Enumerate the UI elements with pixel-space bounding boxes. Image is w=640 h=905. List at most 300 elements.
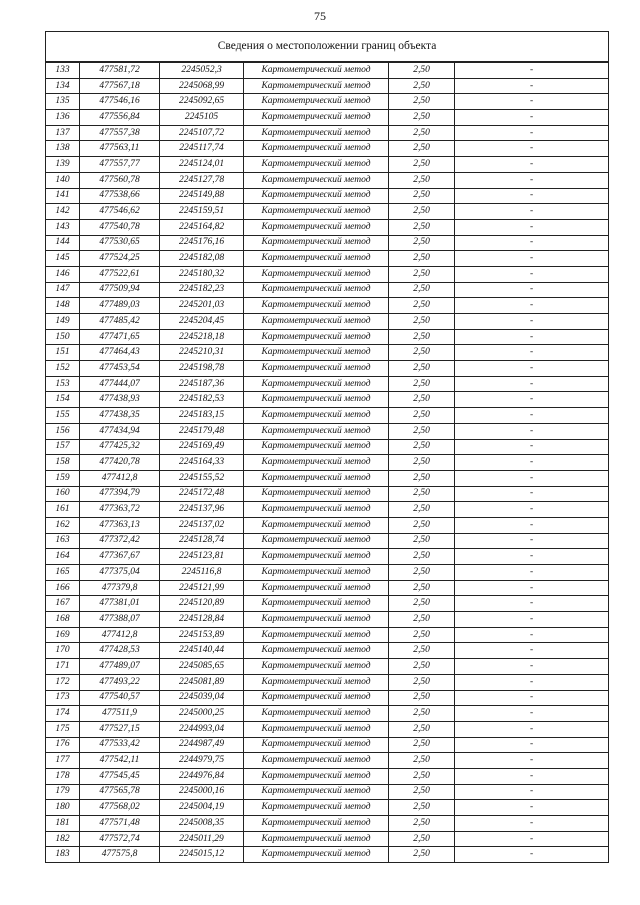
note-cell: - (455, 737, 609, 753)
accuracy-cell: 2,50 (389, 345, 455, 361)
x-coordinate-cell: 477363,72 (80, 502, 160, 518)
table-row (46, 753, 609, 769)
x-coordinate-cell: 477412,8 (80, 627, 160, 643)
x-coordinate-cell: 477379,8 (80, 580, 160, 596)
table-row (46, 737, 609, 753)
note-cell: - (455, 251, 609, 267)
x-coordinate-cell: 477485,42 (80, 314, 160, 330)
y-coordinate-cell: 2245004,19 (160, 800, 244, 816)
method-cell: Картометрический метод (244, 580, 389, 596)
y-coordinate-cell: 2245187,36 (160, 376, 244, 392)
method-cell: Картометрический метод (244, 455, 389, 471)
point-number-cell: 175 (46, 721, 80, 737)
y-coordinate-cell: 2245085,65 (160, 659, 244, 675)
method-cell: Картометрический метод (244, 486, 389, 502)
note-cell: - (455, 329, 609, 345)
table-row (46, 345, 609, 361)
x-coordinate-cell: 477560,78 (80, 172, 160, 188)
accuracy-cell: 2,50 (389, 486, 455, 502)
note-cell: - (455, 627, 609, 643)
accuracy-cell: 2,50 (389, 502, 455, 518)
note-cell: - (455, 847, 609, 863)
point-number-cell: 174 (46, 706, 80, 722)
y-coordinate-cell: 2244987,49 (160, 737, 244, 753)
method-cell: Картометрический метод (244, 172, 389, 188)
x-coordinate-cell: 477367,67 (80, 549, 160, 565)
accuracy-cell: 2,50 (389, 361, 455, 377)
method-cell: Картометрический метод (244, 282, 389, 298)
table-row (46, 78, 609, 94)
x-coordinate-cell: 477420,78 (80, 455, 160, 471)
method-cell: Картометрический метод (244, 768, 389, 784)
note-cell: - (455, 643, 609, 659)
point-number-cell: 141 (46, 188, 80, 204)
y-coordinate-cell: 2245015,12 (160, 847, 244, 863)
table-row (46, 266, 609, 282)
x-coordinate-cell: 477425,32 (80, 439, 160, 455)
y-coordinate-cell: 2245204,45 (160, 314, 244, 330)
note-cell: - (455, 439, 609, 455)
table-row (46, 219, 609, 235)
y-coordinate-cell: 2245140,44 (160, 643, 244, 659)
table-row (46, 157, 609, 173)
accuracy-cell: 2,50 (389, 612, 455, 628)
accuracy-cell: 2,50 (389, 753, 455, 769)
point-number-cell: 165 (46, 565, 80, 581)
point-number-cell: 138 (46, 141, 80, 157)
accuracy-cell: 2,50 (389, 94, 455, 110)
y-coordinate-cell: 2245172,48 (160, 486, 244, 502)
table-row (46, 204, 609, 220)
note-cell: - (455, 784, 609, 800)
point-number-cell: 134 (46, 78, 80, 94)
note-cell: - (455, 831, 609, 847)
accuracy-cell: 2,50 (389, 282, 455, 298)
accuracy-cell: 2,50 (389, 690, 455, 706)
method-cell: Картометрический метод (244, 517, 389, 533)
point-number-cell: 159 (46, 470, 80, 486)
note-cell: - (455, 157, 609, 173)
accuracy-cell: 2,50 (389, 110, 455, 126)
note-cell: - (455, 721, 609, 737)
x-coordinate-cell: 477533,42 (80, 737, 160, 753)
method-cell: Картометрический метод (244, 784, 389, 800)
y-coordinate-cell: 2245123,81 (160, 549, 244, 565)
accuracy-cell: 2,50 (389, 408, 455, 424)
x-coordinate-cell: 477412,8 (80, 470, 160, 486)
note-cell: - (455, 314, 609, 330)
x-coordinate-cell: 477381,01 (80, 596, 160, 612)
table-row (46, 627, 609, 643)
note-cell: - (455, 690, 609, 706)
x-coordinate-cell: 477522,61 (80, 266, 160, 282)
point-number-cell: 171 (46, 659, 80, 675)
y-coordinate-cell: 2245169,49 (160, 439, 244, 455)
table-row (46, 549, 609, 565)
accuracy-cell: 2,50 (389, 706, 455, 722)
table-row (46, 94, 609, 110)
point-number-cell: 136 (46, 110, 80, 126)
note-cell: - (455, 282, 609, 298)
note-cell: - (455, 204, 609, 220)
point-number-cell: 166 (46, 580, 80, 596)
method-cell: Картометрический метод (244, 94, 389, 110)
note-cell: - (455, 549, 609, 565)
point-number-cell: 153 (46, 376, 80, 392)
table-row (46, 565, 609, 581)
method-cell: Картометрический метод (244, 376, 389, 392)
point-number-cell: 135 (46, 94, 80, 110)
method-cell: Картометрический метод (244, 188, 389, 204)
x-coordinate-cell: 477434,94 (80, 423, 160, 439)
method-cell: Картометрический метод (244, 204, 389, 220)
note-cell: - (455, 408, 609, 424)
method-cell: Картометрический метод (244, 392, 389, 408)
y-coordinate-cell: 2245155,52 (160, 470, 244, 486)
table-row (46, 392, 609, 408)
note-cell: - (455, 486, 609, 502)
note-cell: - (455, 188, 609, 204)
method-cell: Картометрический метод (244, 345, 389, 361)
point-number-cell: 169 (46, 627, 80, 643)
method-cell: Картометрический метод (244, 800, 389, 816)
note-cell: - (455, 78, 609, 94)
x-coordinate-cell: 477568,02 (80, 800, 160, 816)
x-coordinate-cell: 477372,42 (80, 533, 160, 549)
note-cell: - (455, 392, 609, 408)
x-coordinate-cell: 477563,11 (80, 141, 160, 157)
x-coordinate-cell: 477527,15 (80, 721, 160, 737)
table-row (46, 800, 609, 816)
accuracy-cell: 2,50 (389, 847, 455, 863)
x-coordinate-cell: 477556,84 (80, 110, 160, 126)
y-coordinate-cell: 2245149,88 (160, 188, 244, 204)
x-coordinate-cell: 477542,11 (80, 753, 160, 769)
y-coordinate-cell: 2245121,99 (160, 580, 244, 596)
method-cell: Картометрический метод (244, 423, 389, 439)
method-cell: Картометрический метод (244, 643, 389, 659)
note-cell: - (455, 345, 609, 361)
x-coordinate-cell: 477464,43 (80, 345, 160, 361)
y-coordinate-cell: 2245164,33 (160, 455, 244, 471)
point-number-cell: 139 (46, 157, 80, 173)
x-coordinate-cell: 477546,62 (80, 204, 160, 220)
point-number-cell: 170 (46, 643, 80, 659)
accuracy-cell: 2,50 (389, 62, 455, 78)
table-row (46, 329, 609, 345)
method-cell: Картометрический метод (244, 596, 389, 612)
note-cell: - (455, 298, 609, 314)
note-cell: - (455, 565, 609, 581)
y-coordinate-cell: 2245000,16 (160, 784, 244, 800)
method-cell: Картометрический метод (244, 314, 389, 330)
accuracy-cell: 2,50 (389, 800, 455, 816)
method-cell: Картометрический метод (244, 329, 389, 345)
x-coordinate-cell: 477581,72 (80, 62, 160, 78)
method-cell: Картометрический метод (244, 141, 389, 157)
accuracy-cell: 2,50 (389, 565, 455, 581)
x-coordinate-cell: 477363,13 (80, 517, 160, 533)
point-number-cell: 140 (46, 172, 80, 188)
accuracy-cell: 2,50 (389, 643, 455, 659)
table-row (46, 721, 609, 737)
point-number-cell: 168 (46, 612, 80, 628)
accuracy-cell: 2,50 (389, 470, 455, 486)
accuracy-cell: 2,50 (389, 204, 455, 220)
table-row (46, 768, 609, 784)
x-coordinate-cell: 477444,07 (80, 376, 160, 392)
method-cell: Картометрический метод (244, 533, 389, 549)
point-number-cell: 172 (46, 674, 80, 690)
note-cell: - (455, 219, 609, 235)
note-cell: - (455, 533, 609, 549)
y-coordinate-cell: 2244976,84 (160, 768, 244, 784)
table-row (46, 172, 609, 188)
y-coordinate-cell: 2245164,82 (160, 219, 244, 235)
x-coordinate-cell: 477567,18 (80, 78, 160, 94)
y-coordinate-cell: 2245179,48 (160, 423, 244, 439)
y-coordinate-cell: 2245182,08 (160, 251, 244, 267)
accuracy-cell: 2,50 (389, 251, 455, 267)
x-coordinate-cell: 477489,07 (80, 659, 160, 675)
method-cell: Картометрический метод (244, 110, 389, 126)
method-cell: Картометрический метод (244, 470, 389, 486)
method-cell: Картометрический метод (244, 219, 389, 235)
point-number-cell: 160 (46, 486, 80, 502)
method-cell: Картометрический метод (244, 847, 389, 863)
note-cell: - (455, 674, 609, 690)
method-cell: Картометрический метод (244, 439, 389, 455)
y-coordinate-cell: 2245039,04 (160, 690, 244, 706)
accuracy-cell: 2,50 (389, 517, 455, 533)
y-coordinate-cell: 2245182,23 (160, 282, 244, 298)
y-coordinate-cell: 2245124,01 (160, 157, 244, 173)
y-coordinate-cell: 2245008,35 (160, 816, 244, 832)
x-coordinate-cell: 477438,35 (80, 408, 160, 424)
accuracy-cell: 2,50 (389, 329, 455, 345)
accuracy-cell: 2,50 (389, 831, 455, 847)
point-number-cell: 142 (46, 204, 80, 220)
accuracy-cell: 2,50 (389, 549, 455, 565)
accuracy-cell: 2,50 (389, 219, 455, 235)
x-coordinate-cell: 477565,78 (80, 784, 160, 800)
table-row (46, 423, 609, 439)
accuracy-cell: 2,50 (389, 157, 455, 173)
page-number: 75 (314, 9, 326, 23)
method-cell: Картометрический метод (244, 612, 389, 628)
accuracy-cell: 2,50 (389, 78, 455, 94)
method-cell: Картометрический метод (244, 157, 389, 173)
method-cell: Картометрический метод (244, 125, 389, 141)
method-cell: Картометрический метод (244, 721, 389, 737)
table-row (46, 235, 609, 251)
accuracy-cell: 2,50 (389, 266, 455, 282)
y-coordinate-cell: 2245116,8 (160, 565, 244, 581)
point-number-cell: 181 (46, 816, 80, 832)
y-coordinate-cell: 2245153,89 (160, 627, 244, 643)
table-row (46, 674, 609, 690)
y-coordinate-cell: 2245128,74 (160, 533, 244, 549)
point-number-cell: 176 (46, 737, 80, 753)
x-coordinate-cell: 477540,57 (80, 690, 160, 706)
point-number-cell: 156 (46, 423, 80, 439)
x-coordinate-cell: 477575,8 (80, 847, 160, 863)
table-row (46, 502, 609, 518)
x-coordinate-cell: 477546,16 (80, 94, 160, 110)
table-row (46, 580, 609, 596)
table-row (46, 188, 609, 204)
point-number-cell: 183 (46, 847, 80, 863)
accuracy-cell: 2,50 (389, 172, 455, 188)
x-coordinate-cell: 477557,38 (80, 125, 160, 141)
table-row (46, 816, 609, 832)
x-coordinate-cell: 477540,78 (80, 219, 160, 235)
accuracy-cell: 2,50 (389, 737, 455, 753)
note-cell: - (455, 612, 609, 628)
note-cell: - (455, 141, 609, 157)
method-cell: Картометрический метод (244, 565, 389, 581)
table-title: Сведения о местоположении границ объекта (46, 32, 609, 63)
table-row (46, 251, 609, 267)
accuracy-cell: 2,50 (389, 784, 455, 800)
note-cell: - (455, 235, 609, 251)
x-coordinate-cell: 477545,45 (80, 768, 160, 784)
y-coordinate-cell: 2245218,18 (160, 329, 244, 345)
accuracy-cell: 2,50 (389, 659, 455, 675)
method-cell: Картометрический метод (244, 674, 389, 690)
method-cell: Картометрический метод (244, 62, 389, 78)
y-coordinate-cell: 2245117,74 (160, 141, 244, 157)
point-number-cell: 178 (46, 768, 80, 784)
y-coordinate-cell: 2245137,02 (160, 517, 244, 533)
point-number-cell: 149 (46, 314, 80, 330)
note-cell: - (455, 172, 609, 188)
y-coordinate-cell: 2245081,89 (160, 674, 244, 690)
x-coordinate-cell: 477453,54 (80, 361, 160, 377)
method-cell: Картометрический метод (244, 690, 389, 706)
y-coordinate-cell: 2244993,04 (160, 721, 244, 737)
table-row (46, 298, 609, 314)
x-coordinate-cell: 477572,74 (80, 831, 160, 847)
note-cell: - (455, 502, 609, 518)
point-number-cell: 155 (46, 408, 80, 424)
boundary-coordinates-table (45, 31, 609, 863)
accuracy-cell: 2,50 (389, 627, 455, 643)
y-coordinate-cell: 2245159,51 (160, 204, 244, 220)
point-number-cell: 145 (46, 251, 80, 267)
table-row (46, 282, 609, 298)
x-coordinate-cell: 477538,66 (80, 188, 160, 204)
accuracy-cell: 2,50 (389, 188, 455, 204)
point-number-cell: 147 (46, 282, 80, 298)
accuracy-cell: 2,50 (389, 721, 455, 737)
method-cell: Картометрический метод (244, 266, 389, 282)
method-cell: Картометрический метод (244, 706, 389, 722)
x-coordinate-cell: 477394,79 (80, 486, 160, 502)
point-number-cell: 182 (46, 831, 80, 847)
y-coordinate-cell: 2245210,31 (160, 345, 244, 361)
point-number-cell: 180 (46, 800, 80, 816)
accuracy-cell: 2,50 (389, 141, 455, 157)
x-coordinate-cell: 477557,77 (80, 157, 160, 173)
table-row (46, 643, 609, 659)
y-coordinate-cell: 2245092,65 (160, 94, 244, 110)
y-coordinate-cell: 2245176,16 (160, 235, 244, 251)
note-cell: - (455, 580, 609, 596)
point-number-cell: 157 (46, 439, 80, 455)
point-number-cell: 158 (46, 455, 80, 471)
table-row (46, 110, 609, 126)
table-row (46, 847, 609, 863)
table-row (46, 439, 609, 455)
table-row (46, 141, 609, 157)
y-coordinate-cell: 2245011,29 (160, 831, 244, 847)
x-coordinate-cell: 477530,65 (80, 235, 160, 251)
note-cell: - (455, 816, 609, 832)
accuracy-cell: 2,50 (389, 376, 455, 392)
method-cell: Картометрический метод (244, 627, 389, 643)
point-number-cell: 148 (46, 298, 80, 314)
point-number-cell: 143 (46, 219, 80, 235)
accuracy-cell: 2,50 (389, 298, 455, 314)
table-row (46, 784, 609, 800)
point-number-cell: 177 (46, 753, 80, 769)
point-number-cell: 163 (46, 533, 80, 549)
note-cell: - (455, 596, 609, 612)
x-coordinate-cell: 477471,65 (80, 329, 160, 345)
y-coordinate-cell: 2245068,99 (160, 78, 244, 94)
method-cell: Картометрический метод (244, 549, 389, 565)
point-number-cell: 133 (46, 62, 80, 78)
table-row (46, 455, 609, 471)
method-cell: Картометрический метод (244, 235, 389, 251)
point-number-cell: 137 (46, 125, 80, 141)
table-row (46, 831, 609, 847)
method-cell: Картометрический метод (244, 408, 389, 424)
note-cell: - (455, 470, 609, 486)
accuracy-cell: 2,50 (389, 674, 455, 690)
x-coordinate-cell: 477571,48 (80, 816, 160, 832)
point-number-cell: 154 (46, 392, 80, 408)
method-cell: Картометрический метод (244, 78, 389, 94)
note-cell: - (455, 62, 609, 78)
table-row (46, 470, 609, 486)
table-row (46, 314, 609, 330)
x-coordinate-cell: 477375,04 (80, 565, 160, 581)
y-coordinate-cell: 2245127,78 (160, 172, 244, 188)
note-cell: - (455, 455, 609, 471)
table-row (46, 706, 609, 722)
note-cell: - (455, 423, 609, 439)
accuracy-cell: 2,50 (389, 314, 455, 330)
note-cell: - (455, 800, 609, 816)
table-row (46, 62, 609, 78)
point-number-cell: 179 (46, 784, 80, 800)
method-cell: Картометрический метод (244, 361, 389, 377)
note-cell: - (455, 125, 609, 141)
point-number-cell: 161 (46, 502, 80, 518)
table-row (46, 533, 609, 549)
accuracy-cell: 2,50 (389, 235, 455, 251)
table-row (46, 361, 609, 377)
method-cell: Картометрический метод (244, 659, 389, 675)
y-coordinate-cell: 2245000,25 (160, 706, 244, 722)
table-row (46, 486, 609, 502)
note-cell: - (455, 266, 609, 282)
note-cell: - (455, 361, 609, 377)
note-cell: - (455, 659, 609, 675)
method-cell: Картометрический метод (244, 502, 389, 518)
